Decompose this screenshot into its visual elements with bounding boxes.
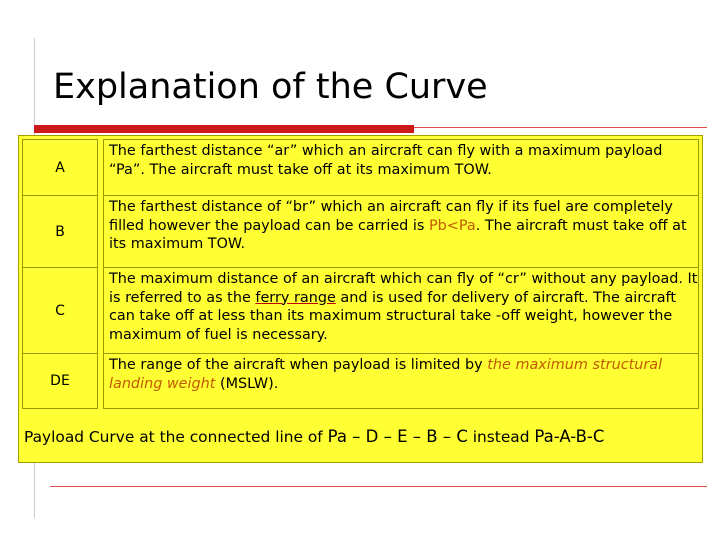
row-label: A bbox=[22, 139, 98, 196]
row-text-part: The range of the aircraft when payload is limited by bbox=[109, 357, 488, 373]
payload-curve-note bbox=[24, 427, 604, 446]
row-text-part: The maximum distance of an aircraft which can fly of “cr” without any payload. It is referred to as the bbox=[109, 271, 698, 306]
row-text-part: and is used for delivery of aircraft. The aircraft can take off at less than its maximum structural take -off weight, however the maximum of fuel is necessary. bbox=[109, 289, 676, 343]
row-text-highlight: Pb<Pa bbox=[428, 217, 476, 234]
row-label: C bbox=[22, 267, 98, 354]
title-underline-bar bbox=[34, 125, 414, 133]
note-curve-path: Pa-A-B-C bbox=[534, 427, 605, 446]
ferry-range-link[interactable]: ferry range bbox=[255, 289, 336, 306]
slide-title: Explanation of the Curve bbox=[53, 67, 488, 107]
note-text-part: instead bbox=[467, 428, 535, 446]
row-text-part: The farthest distance of “br” which an aircraft can fly if its fuel are completely filled however the payload can be carried is bbox=[109, 199, 673, 234]
row-text-part: (MSLW). bbox=[215, 375, 279, 392]
row-text-part: . The aircraft must take off at its maximum TOW. bbox=[109, 217, 687, 252]
row-description bbox=[103, 267, 699, 354]
note-curve-path: Pa – D – E – B – C bbox=[327, 427, 468, 446]
title-underline-thin bbox=[414, 127, 707, 128]
row-description bbox=[103, 195, 699, 268]
row-description bbox=[103, 353, 699, 409]
row-text-highlight: the maximum structural landing weight bbox=[109, 357, 663, 392]
note-text-part: Payload Curve at the connected line of bbox=[24, 428, 328, 446]
explanation-table bbox=[18, 135, 703, 463]
row-description: The farthest distance “ar” which an aircraft can fly with a maximum payload “Pa”. The aircraft must take off at its maximum TOW. bbox=[103, 139, 699, 196]
row-label: DE bbox=[22, 353, 98, 409]
bottom-divider bbox=[50, 486, 707, 487]
row-label: B bbox=[22, 195, 98, 268]
